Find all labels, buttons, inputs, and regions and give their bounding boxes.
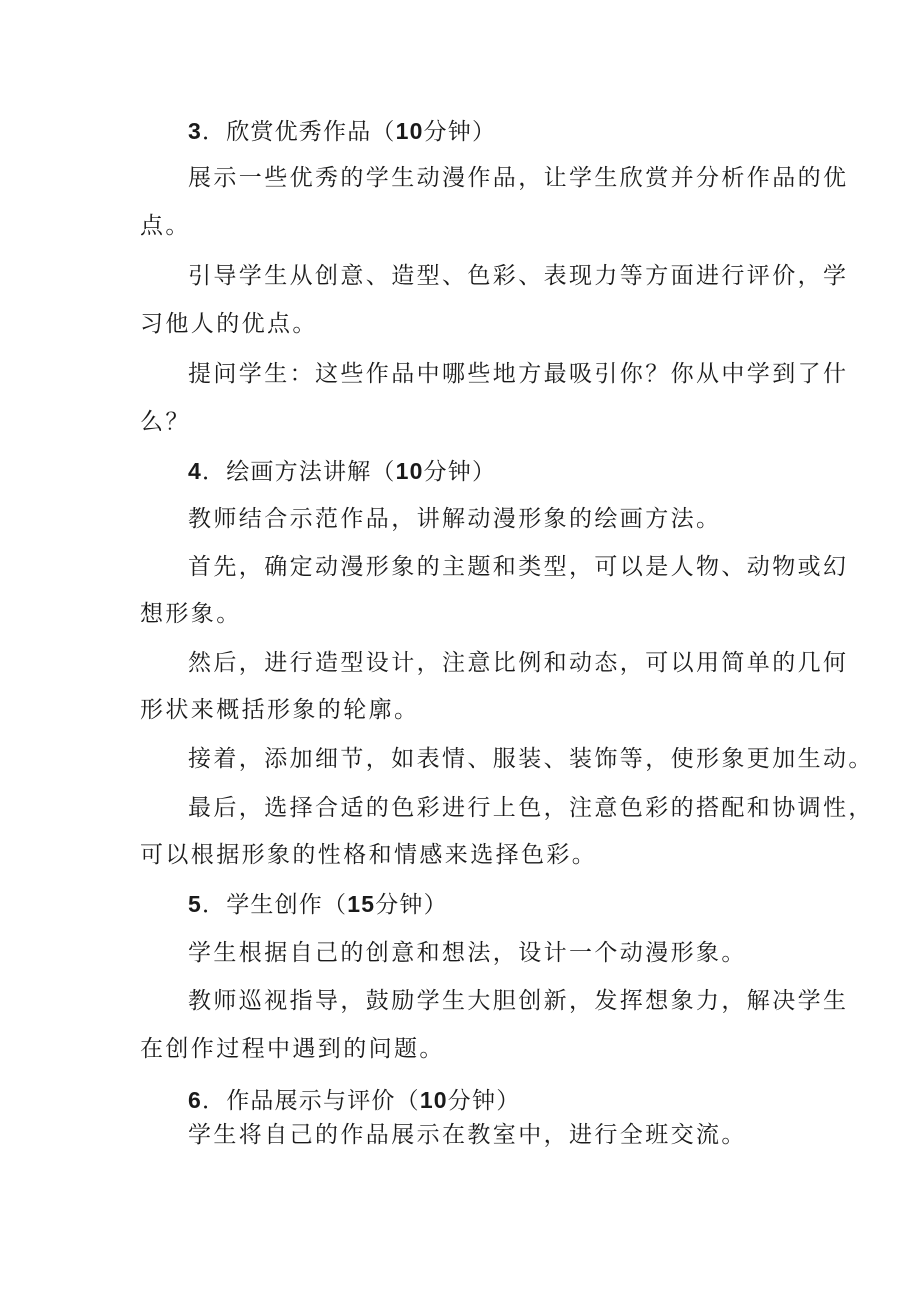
section-duration-unit: 分钟） <box>375 892 448 918</box>
section-duration: 10 <box>395 118 424 144</box>
paragraph-line: 首先，确定动漫形象的主题和类型，可以是人物、动物或幻 <box>188 554 849 580</box>
paragraph-line: 然后，进行造型设计，注意比例和动态，可以用简单的几何 <box>188 650 849 676</box>
paragraph-line: 提问学生：这些作品中哪些地方最吸引你？你从中学到了什 <box>188 361 849 387</box>
paragraph-line: 点。 <box>140 213 191 239</box>
section-duration: 10 <box>395 458 424 484</box>
section-title: ．学生创作（ <box>202 892 348 918</box>
section-title: ．欣赏优秀作品（ <box>202 119 396 145</box>
section-number: 4 <box>188 458 202 484</box>
section-duration-unit: 分钟） <box>447 1088 521 1114</box>
paragraph-line: 教师结合示范作品，讲解动漫形象的绘画方法。 <box>188 506 722 532</box>
section-heading-3 <box>188 116 496 147</box>
paragraph-line: 展示一些优秀的学生动漫作品，让学生欣赏并分析作品的优 <box>188 165 849 191</box>
section-duration-unit: 分钟） <box>423 119 497 145</box>
paragraph-line: 在创作过程中遇到的问题。 <box>140 1036 445 1062</box>
section-number: 6 <box>188 1087 202 1113</box>
paragraph-line: 可以根据形象的性格和情感来选择色彩。 <box>140 842 598 868</box>
paragraph-line: 想形象。 <box>140 601 242 627</box>
section-number: 5 <box>188 891 202 917</box>
paragraph-line: 学生将自己的作品展示在教室中，进行全班交流。 <box>188 1122 747 1148</box>
section-duration-unit: 分钟） <box>423 459 497 485</box>
section-heading-6 <box>188 1085 520 1116</box>
section-number: 3 <box>188 118 202 144</box>
section-duration: 15 <box>347 891 376 917</box>
paragraph-line: 最后，选择合适的色彩进行上色，注意色彩的搭配和协调性， <box>188 795 874 821</box>
paragraph-line: 教师巡视指导，鼓励学生大胆创新，发挥想象力，解决学生 <box>188 988 849 1014</box>
section-heading-5 <box>188 889 448 920</box>
paragraph-line: 么？ <box>140 409 191 435</box>
paragraph-line: 形状来概括形象的轮廓。 <box>140 697 420 723</box>
paragraph-line: 学生根据自己的创意和想法，设计一个动漫形象。 <box>188 940 747 966</box>
section-duration: 10 <box>419 1087 448 1113</box>
paragraph-line: 接着，添加细节，如表情、服装、装饰等，使形象更加生动。 <box>188 746 874 772</box>
paragraph-line: 习他人的优点。 <box>140 311 318 337</box>
section-heading-4 <box>188 456 496 487</box>
paragraph-line: 引导学生从创意、造型、色彩、表现力等方面进行评价，学 <box>188 263 849 289</box>
section-title: ．绘画方法讲解（ <box>202 459 396 485</box>
section-title: ．作品展示与评价（ <box>202 1088 420 1114</box>
